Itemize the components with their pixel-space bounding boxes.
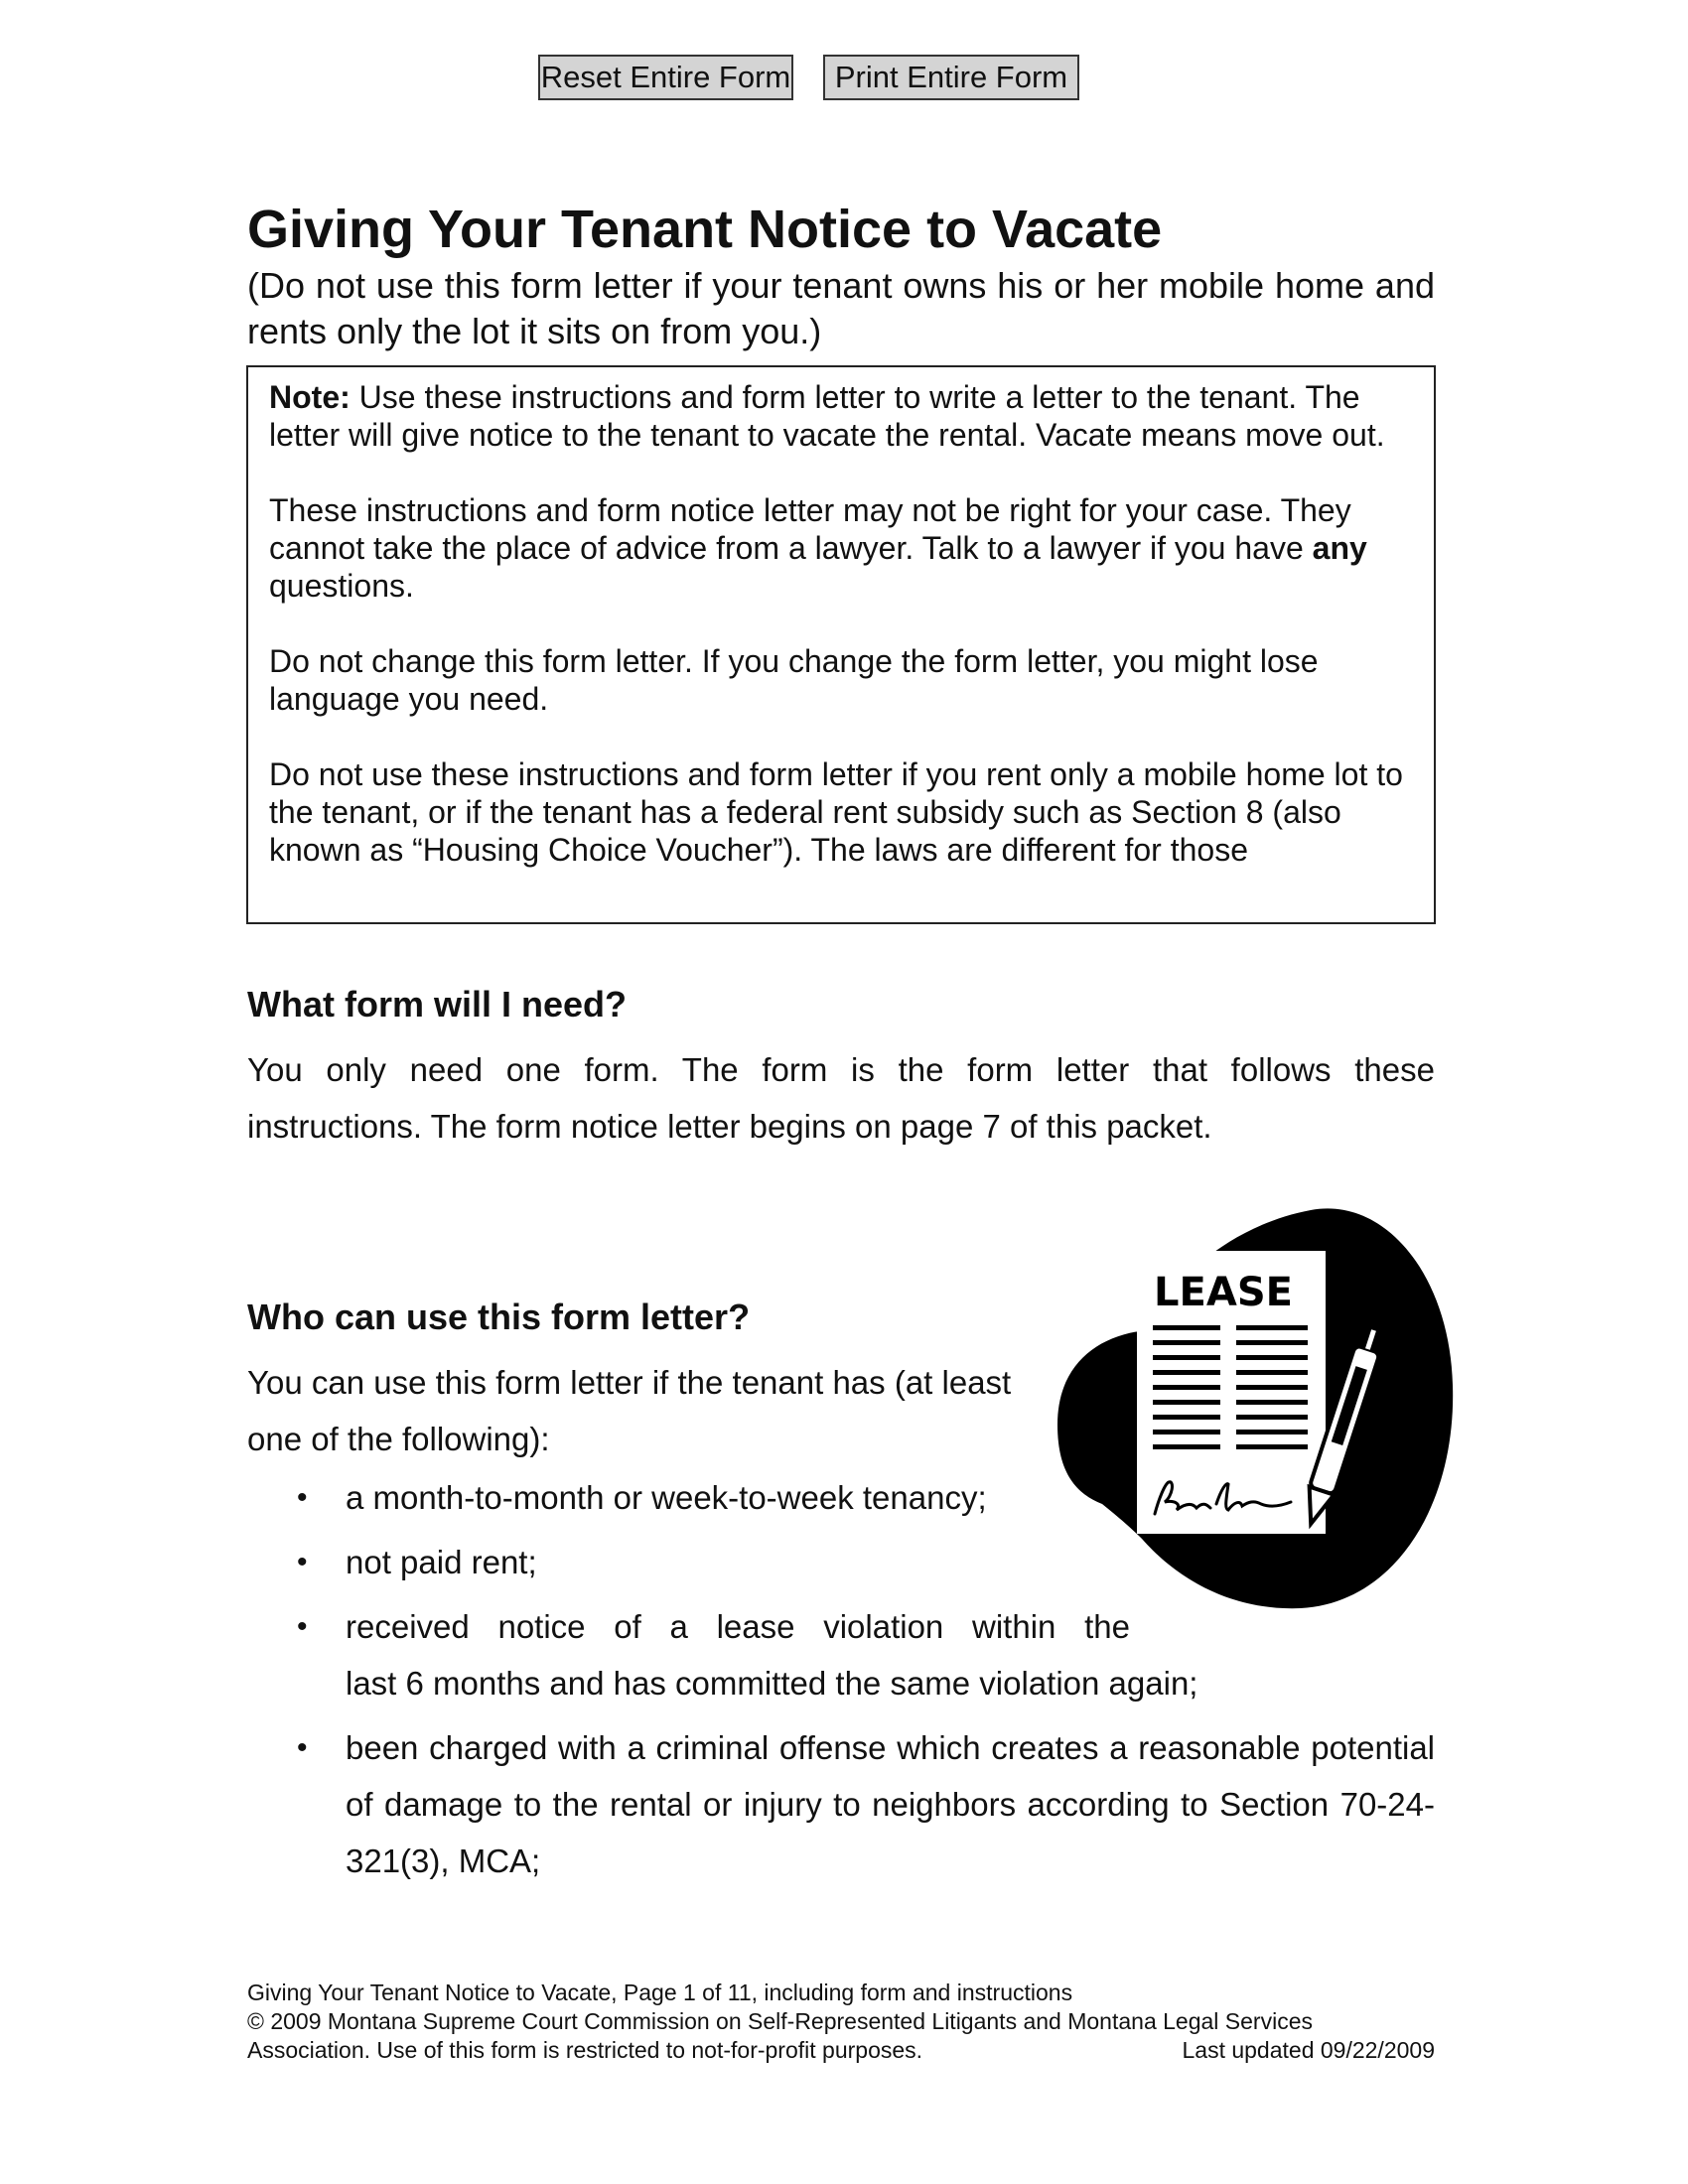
list-item-text: received notice of a lease violation within the [346, 1608, 1130, 1645]
note-emphasis-any: any [1312, 530, 1367, 566]
lease-document-icon [1057, 1206, 1455, 1613]
page-subtitle: (Do not use this form letter if your tenant owns his or her mobile home and rents only the lot it sits on from you.) [247, 265, 1435, 351]
footer-last-updated: Last updated 09/22/2009 [1182, 2037, 1435, 2063]
section-heading-form-needed: What form will I need? [247, 984, 628, 1024]
section-paragraph-who-can-use [247, 1354, 1042, 1467]
who-intro-line-2: one of the following): [247, 1421, 550, 1457]
note-text-1: Use these instructions and form letter to write a letter to the tenant. The letter will give notice to the tenant to vacate the rental. Vacate means move out. [269, 379, 1385, 453]
note-paragraph-3: Do not change this form letter. If you change the form letter, you might lose language you need. [269, 643, 1319, 717]
section-paragraph-form-needed [247, 1041, 1435, 1155]
page-title: Giving Your Tenant Notice to Vacate [247, 200, 1163, 259]
list-item-text: been charged with a criminal offense which creates a reasonable potential of damage to the rental or injury to neighbors according to Section 70-24-321(3), MCA; [346, 1729, 1435, 1879]
note-label: Note: [269, 379, 351, 415]
footer-line-2: © 2009 Montana Supreme Court Commission on Self-Represented Litigants and Montana Legal Services [247, 2008, 1313, 2034]
footer-line-3 [247, 2036, 1435, 2065]
form-needed-line-2: instructions. The form notice letter begins on page 7 of this packet. [247, 1108, 1212, 1145]
footer-usage-note: Association. Use of this form is restricted to not-for-profit purposes. [247, 2037, 923, 2063]
footer-line-1: Giving Your Tenant Notice to Vacate, Page 1 of 11, including form and instructions [247, 1979, 1073, 2005]
note-paragraph-1 [269, 378, 1414, 454]
page-footer [247, 1979, 1435, 2065]
print-form-button[interactable]: Print Entire Form [823, 55, 1079, 100]
bullet-icon: • [297, 1546, 308, 1578]
note-paragraph-4: Do not use these instructions and form letter if you rent only a mobile home lot to the tenant, or if the tenant has a federal rent subsidy such as Section 8 (also known as “Housing Choice Voucher”). The laws are different for those [269, 756, 1403, 868]
form-needed-line-1: You only need one form. The form is the form letter that follows these [247, 1051, 1435, 1088]
note-paragraph-2 [269, 491, 1414, 605]
list-item [247, 1598, 1439, 1711]
bullet-icon: • [297, 1610, 308, 1643]
note-text-2-tail: questions. [269, 568, 414, 604]
list-item-text: a month-to-month or week-to-week tenancy; [346, 1479, 987, 1516]
lease-heading: LEASE [1154, 1270, 1293, 1315]
bullet-icon: • [297, 1481, 308, 1514]
list-item [247, 1719, 1435, 1889]
bullet-icon: • [297, 1731, 308, 1764]
note-box [246, 365, 1436, 924]
who-intro-line-1: You can use this form letter if the tenant has (at least [247, 1364, 1012, 1401]
list-item-text: not paid rent; [346, 1544, 537, 1580]
list-item-text-continued: last 6 months and has committed the same violation again; [346, 1665, 1198, 1702]
section-heading-who-can-use: Who can use this form letter? [247, 1297, 751, 1337]
reset-form-button[interactable]: Reset Entire Form [538, 55, 793, 100]
note-text-2: These instructions and form notice letter may not be right for your case. They cannot take the place of advice from a lawyer. Talk to a lawyer if you have [269, 492, 1351, 566]
